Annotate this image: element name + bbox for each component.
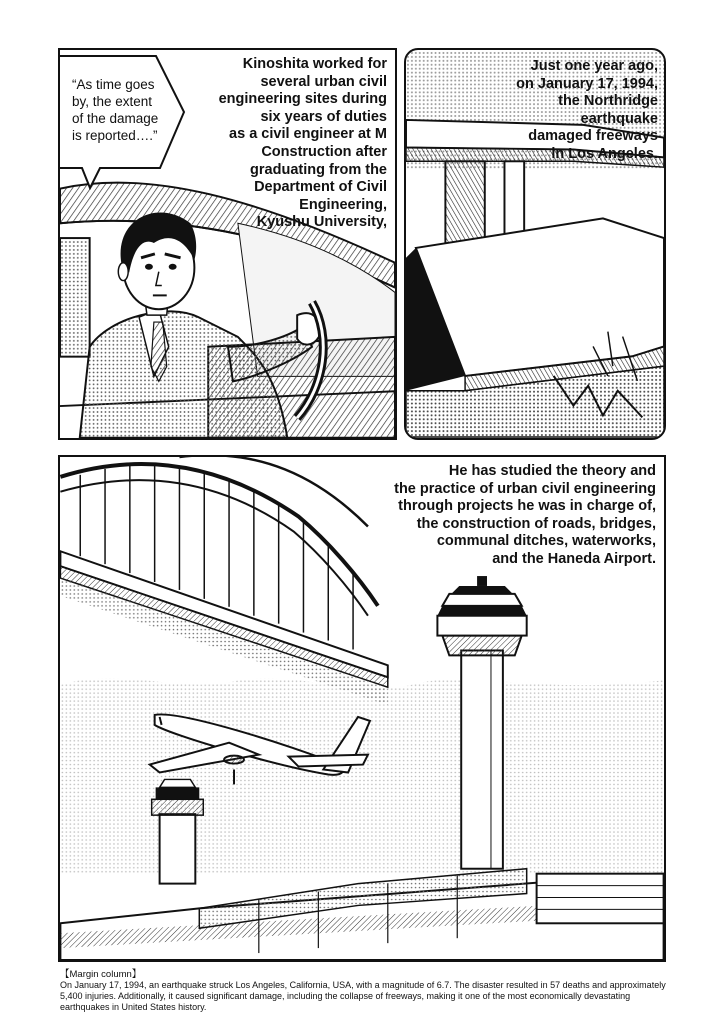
speech-bubble-text: “As time goes by, the extent of the damage is reported….” — [72, 77, 159, 143]
narration-northridge-earthquake: Just one year ago, on January 17, 1994, the Northridge earthquake damaged freeways in Los Angeles. — [516, 58, 658, 162]
margin-column-text: On January 17, 1994, an earthquake struck Los Angeles, California, USA, with a magnitude of 6.7. The disaster resulted in 57 deaths and approximately 5,400 injuries. Additionally, it caused significant damage, including the collapse of freeways, making it one of the most economically devastating earthquakes in United States history. — [60, 980, 666, 1012]
panel-haneda-airport — [58, 455, 666, 962]
panel-collapsed-freeway — [404, 48, 666, 440]
narration-urban-engineering-projects: He has studied the theory and the practice of urban civil engineering through projects he was in charge of, the construction of roads, bridges, communal ditches, waterworks, and the Haneda Airport. — [394, 463, 656, 567]
panel-driving — [58, 48, 397, 440]
margin-column-title: 【Margin column】 — [60, 969, 142, 980]
narration-kinoshita-career: Kinoshita worked for several urban civil engineering sites during six years of duties as a civil engineer at M Construction after graduating from the Department of Civil Engineering, Kyushu University, — [218, 56, 387, 231]
